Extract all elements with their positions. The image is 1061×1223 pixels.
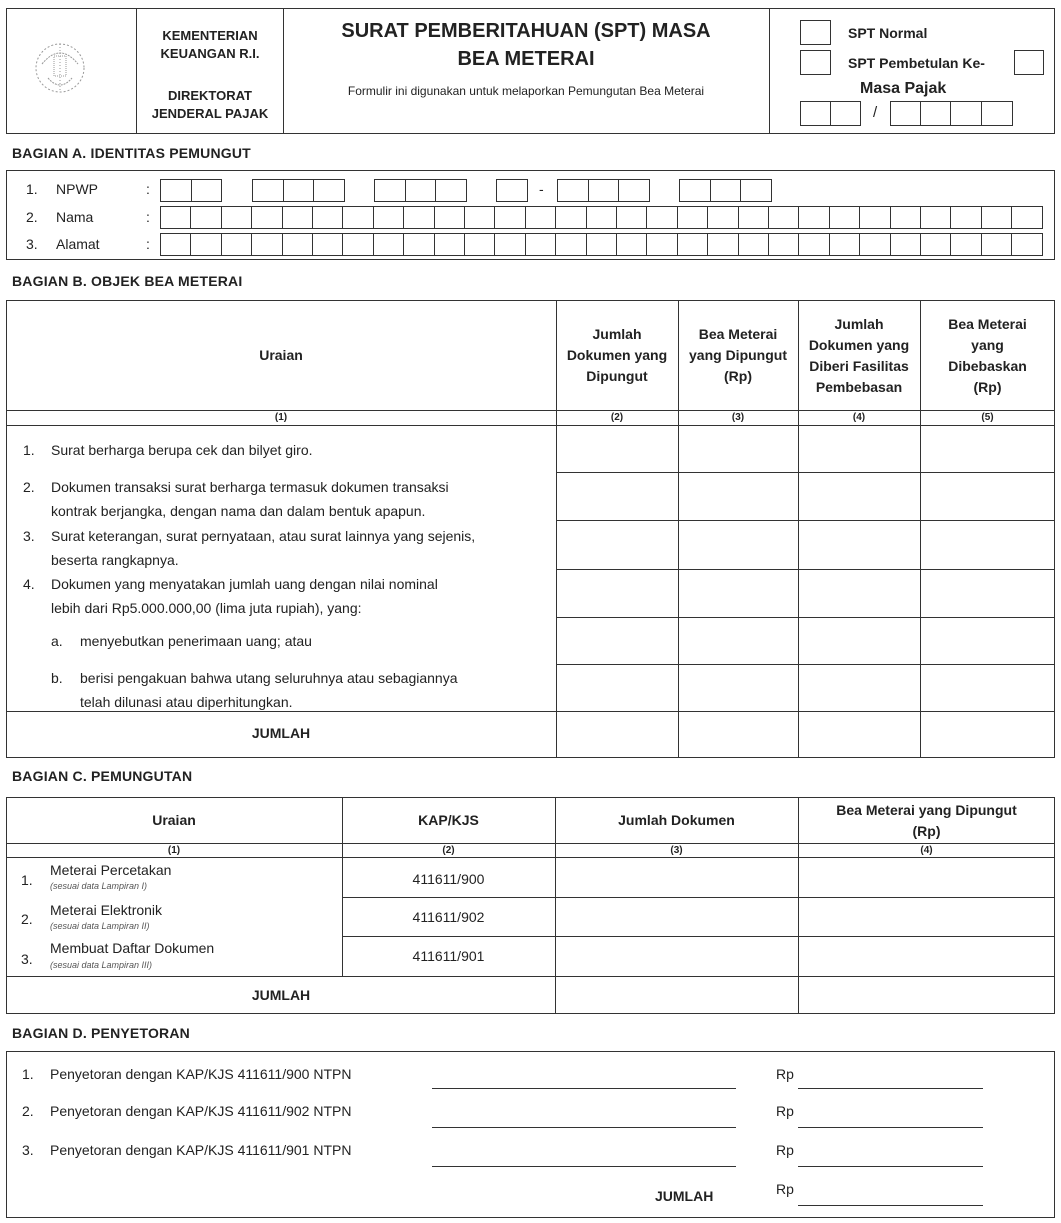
section-b-item-4a-text: menyebutkan penerimaan uang; atau xyxy=(80,633,312,649)
masa-pajak-slash: / xyxy=(873,104,878,121)
alamat-char-box[interactable] xyxy=(403,233,434,256)
section-b-colnum-1: (1) xyxy=(274,412,288,423)
alamat-char-box[interactable] xyxy=(950,233,981,256)
section-c-colnum-1: (1) xyxy=(167,845,181,856)
nama-char-box[interactable] xyxy=(616,206,647,229)
npwp-char-box[interactable] xyxy=(557,179,589,202)
alamat-char-box[interactable] xyxy=(525,233,556,256)
alamat-char-box[interactable] xyxy=(798,233,829,256)
garuda-emblem-icon xyxy=(30,34,90,104)
section-d-row-2-num: 2. xyxy=(22,1103,34,1119)
section-c-row-1-note: (sesuai data Lampiran I) xyxy=(50,881,148,891)
npwp-dash: - xyxy=(539,181,544,197)
alamat-char-box[interactable] xyxy=(373,233,404,256)
section-b-colnum-3: (3) xyxy=(731,412,745,423)
npwp-char-box[interactable] xyxy=(740,179,772,202)
nama-char-box[interactable] xyxy=(890,206,921,229)
masa-pajak-month-digit2[interactable] xyxy=(830,101,861,126)
section-d-row-1-rp: Rp xyxy=(776,1066,794,1082)
masa-pajak-year-digit4[interactable] xyxy=(981,101,1013,126)
npwp-char-box[interactable] xyxy=(679,179,711,202)
alamat-char-box[interactable] xyxy=(190,233,221,256)
section-c-row-2-num: 2. xyxy=(21,911,33,927)
nama-char-box[interactable] xyxy=(829,206,860,229)
section-b-item-3-num: 3. xyxy=(23,528,35,544)
alamat-char-box[interactable] xyxy=(160,233,191,256)
spt-pembetulan-label: SPT Pembetulan Ke- xyxy=(848,55,985,71)
npwp-char-box[interactable] xyxy=(252,179,284,202)
form-subtitle: Formulir ini digunakan untuk melaporkan Pemungutan Bea Meterai xyxy=(347,84,705,98)
alamat-char-box[interactable] xyxy=(859,233,890,256)
nama-char-box[interactable] xyxy=(312,206,343,229)
npwp-char-box[interactable] xyxy=(435,179,467,202)
alamat-label: Alamat xyxy=(56,236,100,252)
nama-char-box[interactable] xyxy=(707,206,738,229)
alamat-char-box[interactable] xyxy=(707,233,738,256)
nama-char-box[interactable] xyxy=(768,206,799,229)
section-b-item-4-text: Dokumen yang menyatakan jumlah uang dengan nilai nominal lebih dari Rp5.000.000,00 (lima juta rupiah), yang: xyxy=(51,576,438,616)
section-b-colnum-2: (2) xyxy=(610,412,624,423)
form-title-line2: BEA METERAI xyxy=(457,48,595,70)
section-c-title: BAGIAN C. PEMUNGUTAN xyxy=(12,768,193,784)
directorate-line1: DIREKTORAT xyxy=(167,88,253,103)
section-c-row-3-label: Membuat Daftar Dokumen xyxy=(50,940,215,956)
alamat-char-box[interactable] xyxy=(251,233,282,256)
nama-char-box[interactable] xyxy=(373,206,404,229)
section-d-row-2-ntpn-line[interactable] xyxy=(432,1127,736,1128)
npwp-label: NPWP xyxy=(56,181,98,197)
spt-normal-label: SPT Normal xyxy=(848,25,928,41)
section-b-item-4b-num: b. xyxy=(51,670,63,686)
nama-colon: : xyxy=(146,209,150,225)
alamat-char-box[interactable] xyxy=(555,233,586,256)
section-c-colnum-2: (2) xyxy=(442,845,455,856)
section-d-total-label: JUMLAH xyxy=(655,1188,714,1204)
alamat-char-box[interactable] xyxy=(768,233,799,256)
nama-char-box[interactable] xyxy=(677,206,708,229)
alamat-char-box[interactable] xyxy=(646,233,677,256)
npwp-char-box[interactable] xyxy=(283,179,315,202)
section-d-total-rp: Rp xyxy=(776,1181,794,1197)
nama-char-box[interactable] xyxy=(555,206,586,229)
masa-pajak-year-digit3[interactable] xyxy=(950,101,982,126)
nama-label: Nama xyxy=(56,209,94,225)
section-b-item-1-num: 1. xyxy=(23,442,35,458)
nama-char-box[interactable] xyxy=(798,206,829,229)
ministry-line2: KEUANGAN R.I. xyxy=(160,46,260,61)
section-b-col5-header: Bea Meterai yang Dibebaskan (Rp) xyxy=(948,316,1027,395)
alamat-char-box[interactable] xyxy=(920,233,951,256)
nama-char-box[interactable] xyxy=(190,206,221,229)
section-d-row-3-amount-line[interactable] xyxy=(798,1166,983,1167)
section-c-colnum-3: (3) xyxy=(670,845,683,856)
section-d-row-2-amount-line[interactable] xyxy=(798,1127,983,1128)
masa-pajak-month-digit1[interactable] xyxy=(800,101,831,126)
spt-pembetulan-number-field[interactable] xyxy=(1014,50,1044,75)
form-title-line1: SURAT PEMBERITAHUAN (SPT) MASA xyxy=(341,20,711,42)
nama-char-box[interactable] xyxy=(342,206,373,229)
section-b-item-3-text: Surat keterangan, surat pernyataan, atau surat lainnya yang sejenis, beserta rangkapnya. xyxy=(51,528,476,568)
nama-char-box[interactable] xyxy=(464,206,495,229)
section-b-col2-header: Jumlah Dokumen yang Dipungut xyxy=(566,326,668,384)
section-d-total-amount-line[interactable] xyxy=(798,1205,983,1206)
npwp-colon: : xyxy=(146,181,150,197)
section-c-row-1-label: Meterai Percetakan xyxy=(50,862,172,878)
nama-char-box[interactable] xyxy=(251,206,282,229)
section-c-total-label: JUMLAH xyxy=(251,987,311,1003)
alamat-char-box[interactable] xyxy=(221,233,252,256)
alamat-char-box[interactable] xyxy=(282,233,313,256)
nama-char-box[interactable] xyxy=(160,206,191,229)
section-d-row-1-amount-line[interactable] xyxy=(798,1088,983,1089)
section-c-col-uraian: Uraian xyxy=(152,812,196,828)
nama-char-box[interactable] xyxy=(403,206,434,229)
alamat-char-box[interactable] xyxy=(586,233,617,256)
section-c-col-jumlah: Jumlah Dokumen xyxy=(618,812,735,828)
masa-pajak-year-digit2[interactable] xyxy=(920,101,951,126)
section-c-col-kap: KAP/KJS xyxy=(418,812,479,828)
section-b-col-uraian: Uraian xyxy=(259,347,303,363)
section-b-total-label: JUMLAH xyxy=(251,725,311,741)
section-c-colnum-4: (4) xyxy=(920,845,933,856)
section-b-item-4b-text: berisi pengakuan bahwa utang seluruhnya atau sebagiannya telah dilunasi atau diperhitungkan. xyxy=(80,670,458,710)
section-c-row-2-kap: 411611/902 xyxy=(412,909,485,925)
nama-char-box[interactable] xyxy=(221,206,252,229)
npwp-number: 1. xyxy=(26,181,38,197)
section-d-row-3-num: 3. xyxy=(22,1142,34,1158)
npwp-char-box[interactable] xyxy=(191,179,223,202)
section-b-col3-header: Bea Meterai yang Dipungut (Rp) xyxy=(689,326,787,384)
npwp-char-box[interactable] xyxy=(405,179,437,202)
npwp-char-box[interactable] xyxy=(313,179,345,202)
nama-char-box[interactable] xyxy=(646,206,677,229)
npwp-char-box[interactable] xyxy=(496,179,528,202)
section-b-item-2-text: Dokumen transaksi surat berharga termasuk dokumen transaksi kontrak berjangka, dengan nama dan dalam bentuk apapun. xyxy=(51,479,449,519)
ministry-line1: KEMENTERIAN xyxy=(162,28,258,43)
npwp-char-box[interactable] xyxy=(160,179,192,202)
section-b-item-4a-num: a. xyxy=(51,633,63,649)
nama-char-box[interactable] xyxy=(586,206,617,229)
nama-char-box[interactable] xyxy=(525,206,556,229)
section-c-row-3-note: (sesuai data Lampiran III) xyxy=(50,960,153,970)
section-d-row-1-num: 1. xyxy=(22,1066,34,1082)
section-b-title: BAGIAN B. OBJEK BEA METERAI xyxy=(12,273,243,289)
alamat-char-box[interactable] xyxy=(738,233,769,256)
spt-normal-checkbox[interactable] xyxy=(800,20,831,45)
npwp-char-box[interactable] xyxy=(374,179,406,202)
section-d-row-3-label: Penyetoran dengan KAP/KJS 411611/901 NTPN xyxy=(50,1142,352,1158)
spt-pembetulan-checkbox[interactable] xyxy=(800,50,831,75)
nama-char-box[interactable] xyxy=(859,206,890,229)
section-b-item-4-num: 4. xyxy=(23,576,35,592)
alamat-char-box[interactable] xyxy=(677,233,708,256)
alamat-char-box[interactable] xyxy=(434,233,465,256)
section-c-row-3-num: 3. xyxy=(21,951,33,967)
alamat-char-box[interactable] xyxy=(890,233,921,256)
nama-number: 2. xyxy=(26,209,38,225)
section-c-row-1-num: 1. xyxy=(21,872,33,888)
section-c-row-2-note: (sesuai data Lampiran II) xyxy=(50,921,150,931)
section-b-colnum-5: (5) xyxy=(981,412,994,423)
section-d-row-1-label: Penyetoran dengan KAP/KJS 411611/900 NTPN xyxy=(50,1066,352,1082)
nama-char-box[interactable] xyxy=(950,206,981,229)
nama-char-box[interactable] xyxy=(282,206,313,229)
section-b-item-1-text: Surat berharga berupa cek dan bilyet giro. xyxy=(51,442,313,458)
masa-pajak-year-digit1[interactable] xyxy=(890,101,921,126)
section-d-row-3-rp: Rp xyxy=(776,1142,794,1158)
section-c-row-1-kap: 411611/900 xyxy=(412,871,485,887)
section-d-title: BAGIAN D. PENYETORAN xyxy=(12,1025,190,1041)
nama-char-box[interactable] xyxy=(738,206,769,229)
alamat-colon: : xyxy=(146,236,150,252)
section-c-row-2-label: Meterai Elektronik xyxy=(50,902,163,918)
section-d-row-3-ntpn-line[interactable] xyxy=(432,1166,736,1167)
nama-char-box[interactable] xyxy=(1011,206,1042,229)
alamat-char-box[interactable] xyxy=(464,233,495,256)
section-b-col4-header: Jumlah Dokumen yang Diberi Fasilitas Pembebasan xyxy=(808,316,910,395)
section-d-row-1-ntpn-line[interactable] xyxy=(432,1088,736,1089)
nama-char-box[interactable] xyxy=(434,206,465,229)
alamat-char-box[interactable] xyxy=(981,233,1012,256)
nama-char-box[interactable] xyxy=(920,206,951,229)
section-b-item-2-num: 2. xyxy=(23,479,35,495)
section-d-row-2-rp: Rp xyxy=(776,1103,794,1119)
alamat-char-box[interactable] xyxy=(342,233,373,256)
npwp-char-box[interactable] xyxy=(618,179,650,202)
directorate-line2: JENDERAL PAJAK xyxy=(151,106,269,121)
alamat-number: 3. xyxy=(26,236,38,252)
alamat-char-box[interactable] xyxy=(829,233,860,256)
alamat-char-box[interactable] xyxy=(616,233,647,256)
masa-pajak-label: Masa Pajak xyxy=(860,80,947,97)
alamat-char-box[interactable] xyxy=(494,233,525,256)
npwp-char-box[interactable] xyxy=(588,179,620,202)
nama-char-box[interactable] xyxy=(494,206,525,229)
section-c-col-bea: Bea Meterai yang Dipungut (Rp) xyxy=(836,802,1017,839)
section-a-title: BAGIAN A. IDENTITAS PEMUNGUT xyxy=(12,145,251,161)
section-c-row-3-kap: 411611/901 xyxy=(412,948,485,964)
npwp-char-box[interactable] xyxy=(710,179,742,202)
section-b-colnum-4: (4) xyxy=(852,412,866,423)
alamat-char-box[interactable] xyxy=(1011,233,1042,256)
alamat-char-box[interactable] xyxy=(312,233,343,256)
nama-char-box[interactable] xyxy=(981,206,1012,229)
section-d-row-2-label: Penyetoran dengan KAP/KJS 411611/902 NTPN xyxy=(50,1103,352,1119)
